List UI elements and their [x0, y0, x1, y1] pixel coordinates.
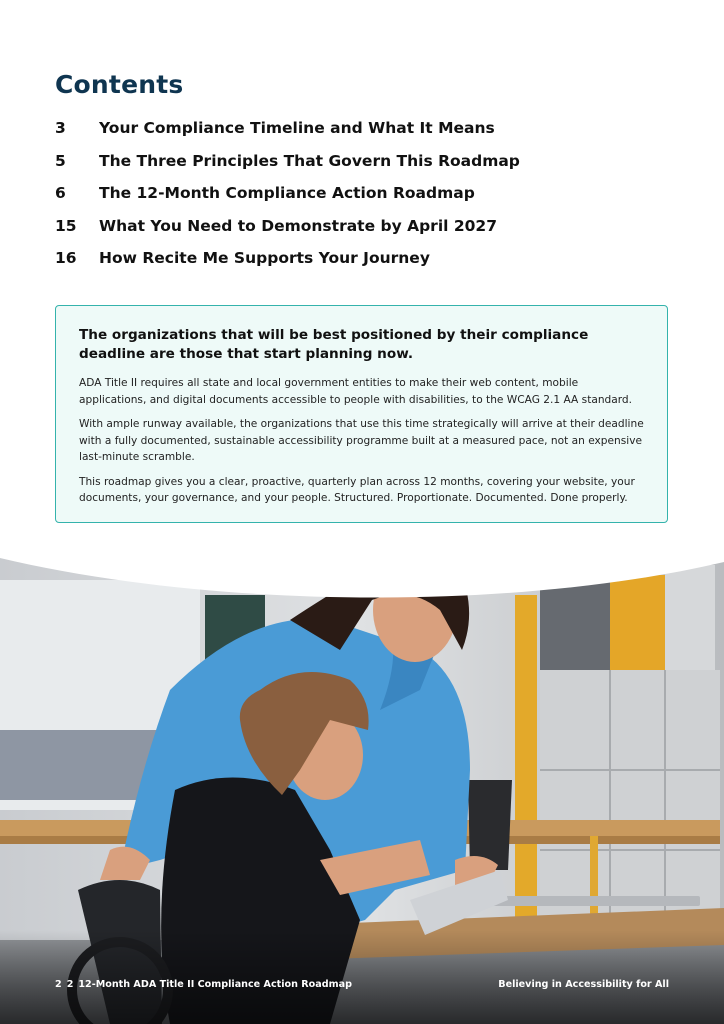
office-photo	[0, 540, 724, 1024]
toc-page-number: 5	[55, 151, 66, 170]
footer-document-title-group	[55, 979, 352, 990]
intro-callout-box	[55, 305, 668, 523]
callout-paragraph: This roadmap gives you a clear, proactive, quarterly plan across 12 months, covering your website, your documents, your governance, and your people. Structured. Proportionate. Documented. Done properly.	[79, 475, 635, 504]
toc-entry[interactable]	[55, 119, 655, 152]
toc-title: The 12-Month Compliance Action Roadmap	[99, 184, 475, 202]
contents-heading: Contents	[55, 70, 184, 99]
footer-page-number-secondary: 2	[66, 979, 74, 990]
toc-title: The Three Principles That Govern This Roadmap	[99, 151, 520, 170]
footer-tagline: Believing in Accessibility for All	[498, 979, 669, 990]
toc-title: Your Compliance Timeline and What It Means	[99, 119, 495, 137]
toc-title: What You Need to Demonstrate by April 2027	[99, 216, 497, 235]
toc-page-number: 16	[55, 249, 77, 267]
footer-document-title: 12-Month ADA Title II Compliance Action Roadmap	[78, 979, 352, 990]
footer-page-number: 2	[55, 979, 62, 990]
toc-entry[interactable]	[55, 217, 655, 250]
callout-heading: The organizations that will be best positioned by their compliance deadline are those that start planning now.	[79, 327, 589, 362]
toc-entry[interactable]	[55, 184, 655, 217]
toc-entry[interactable]	[55, 249, 655, 282]
table-of-contents	[55, 119, 655, 282]
toc-title: How Recite Me Supports Your Journey	[99, 249, 430, 267]
callout-paragraph: ADA Title II requires all state and local government entities to make their web content, mobile applications, and digital documents accessible to people with disabilities, to the WCAG 2.1 AA standard.	[79, 377, 633, 406]
page-footer	[0, 972, 724, 998]
toc-page-number: 6	[55, 184, 66, 202]
toc-page-number: 15	[55, 216, 77, 235]
toc-page-number: 3	[55, 119, 66, 137]
callout-paragraph: With ample runway available, the organizations that use this time strategically will arrive at their deadline with a fully documented, sustainable accessibility programme built at a measured pace, not an expensive last-minute scramble.	[79, 418, 644, 463]
toc-entry[interactable]	[55, 152, 655, 185]
